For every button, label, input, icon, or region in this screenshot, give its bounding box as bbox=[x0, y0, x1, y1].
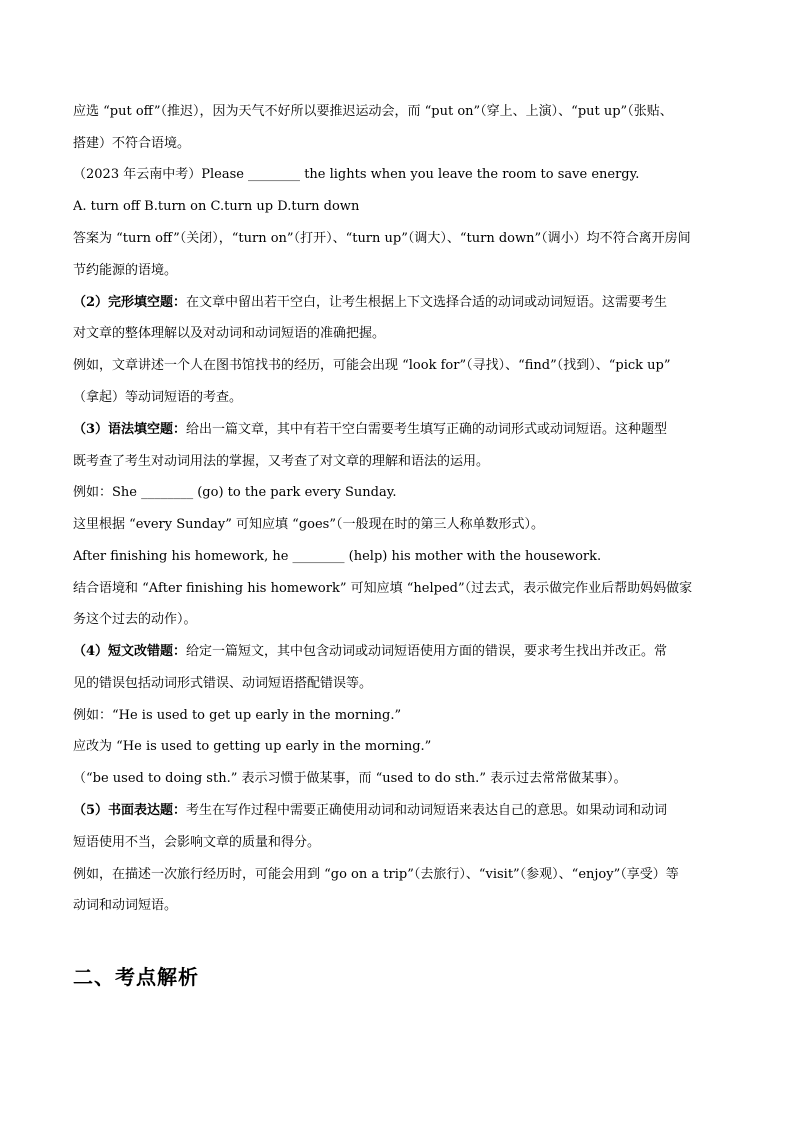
text-line: 务这个过去的动作）。 bbox=[73, 612, 197, 627]
text-line: 短语使用不当，会影响文章的质量和得分。 bbox=[73, 835, 321, 850]
text-line: 例如，文章讲述一个人在图书馆找书的经历，可能会出现 “look for”（寻找）、“find”（找到）、“pick up” bbox=[73, 358, 671, 373]
section-text: 考生在写作过程中需要正确使用动词和动词短语来表达自己的意思。如果动词和动词 bbox=[186, 803, 668, 818]
section-text: 给出一篇文章，其中有若干空白需要考生填写正确的动词形式或动词短语。这种题型 bbox=[186, 422, 668, 437]
text-line: 节约能源的语境。 bbox=[73, 263, 178, 278]
section-title: （5）书面表达题： bbox=[73, 803, 187, 818]
section-grammar-fill bbox=[73, 421, 733, 438]
text-line: 动词和动词短语。 bbox=[73, 898, 178, 913]
text-line: 例如，在描述一次旅行经历时，可能会用到 “go on a trip”（去旅行）、“visit”（参观）、“enjoy”（享受）等 bbox=[73, 867, 679, 882]
section-title: （4）短文改错题： bbox=[73, 644, 187, 659]
text-line: 例如：She ________ (go) to the park every Sunday. bbox=[73, 485, 397, 500]
text-line: After finishing his homework, he ________ (help) his mother with the housework. bbox=[73, 549, 602, 564]
section-title: （2）完形填空题： bbox=[73, 295, 187, 310]
text-line: （“be used to doing sth.” 表示习惯于做某事，而 “used to do sth.” 表示过去常常做某事）。 bbox=[73, 771, 627, 786]
text-line: 例如：“He is used to get up early in the morning.” bbox=[73, 708, 402, 723]
section-writing bbox=[73, 802, 733, 819]
text-line: 应选 “put off”（推迟），因为天气不好所以要推迟运动会，而 “put on”（穿上、上演）、“put up”（张贴、 bbox=[73, 104, 673, 119]
section-cloze bbox=[73, 294, 733, 311]
answer-options: A. turn off B.turn on C.turn up D.turn down bbox=[73, 199, 360, 214]
section-text: 给定一篇短文，其中包含动词或动词短语使用方面的错误，要求考生找出并改正。常 bbox=[186, 644, 668, 659]
text-line: 对文章的整体理解以及对动词和动词短语的准确把握。 bbox=[73, 326, 386, 341]
section-title: （3）语法填空题： bbox=[73, 422, 187, 437]
text-line: （拿起）等动词短语的考查。 bbox=[73, 390, 243, 405]
section-error-correction bbox=[73, 643, 733, 660]
text-line: 见的错误包括动词形式错误、动词短语搭配错误等。 bbox=[73, 676, 373, 691]
section-heading: 二、考点解析 bbox=[73, 965, 199, 989]
text-line: 既考查了考生对动词用法的掌握，又考查了对文章的理解和语法的运用。 bbox=[73, 454, 490, 469]
text-line: 答案为 “turn off”（关闭），“turn on”（打开）、“turn up”（调大）、“turn down”（调小）均不符合离开房间 bbox=[73, 231, 691, 246]
text-line: 结合语境和 “After finishing his homework” 可知应填 “helped”（过去式，表示做完作业后帮助妈妈做家 bbox=[73, 581, 693, 596]
text-line: 应改为 “He is used to getting up early in the morning.” bbox=[73, 739, 432, 754]
section-text: 在文章中留出若干空白，让考生根据上下文选择合适的动词或动词短语。这需要考生 bbox=[186, 295, 668, 310]
text-line: 搭建）不符合语境。 bbox=[73, 136, 191, 151]
text-line: （2023 年云南中考）Please ________ the lights when you leave the room to save energy. bbox=[73, 167, 640, 182]
text-line: 这里根据 “every Sunday” 可知应填 “goes”（一般现在时的第三人称单数形式）。 bbox=[73, 517, 544, 532]
